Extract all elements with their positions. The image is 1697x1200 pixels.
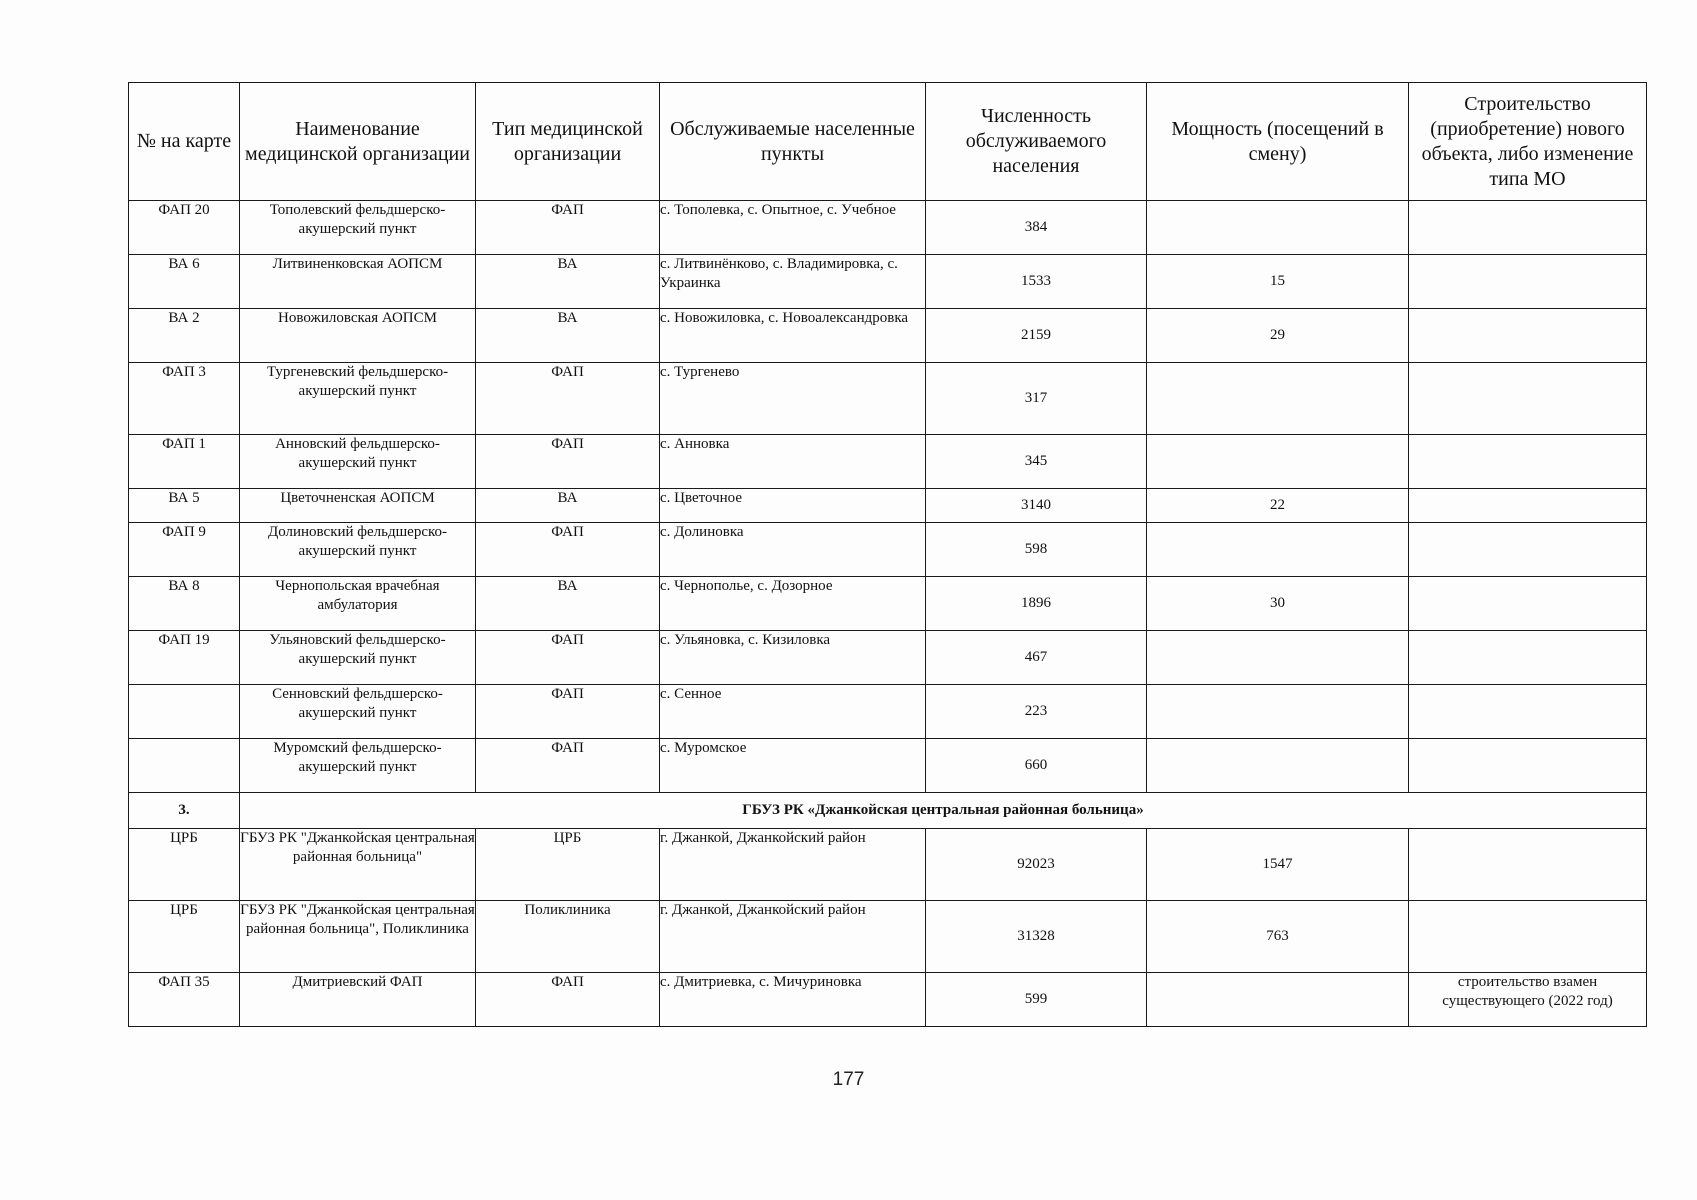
table-header-row (129, 83, 1647, 201)
cell-org-type: ЦРБ (476, 829, 660, 901)
cell-capacity (1147, 631, 1409, 685)
cell-org-type: ВА (476, 577, 660, 631)
cell-org-name: Дмитриевский ФАП (240, 973, 476, 1027)
cell-construction (1409, 489, 1647, 523)
cell-org-type: ФАП (476, 973, 660, 1027)
cell-settlements: с. Тургенево (660, 363, 926, 435)
table-row (129, 577, 1647, 631)
cell-org-type: ФАП (476, 363, 660, 435)
cell-capacity (1147, 435, 1409, 489)
cell-population: 223 (926, 685, 1147, 739)
table-row (129, 973, 1647, 1027)
cell-capacity (1147, 685, 1409, 739)
header-construction: Строительство (приобретение) нового объекта, либо изменение типа МО (1409, 83, 1647, 201)
cell-org-type: ВА (476, 309, 660, 363)
header-population: Численность обслуживаемого населения (926, 83, 1147, 201)
cell-capacity (1147, 739, 1409, 793)
table-body-crb (129, 829, 1647, 1027)
table-row (129, 201, 1647, 255)
cell-settlements: с. Анновка (660, 435, 926, 489)
medical-organizations-table (128, 82, 1647, 1027)
cell-population: 467 (926, 631, 1147, 685)
cell-org-type: ФАП (476, 435, 660, 489)
cell-capacity (1147, 973, 1409, 1027)
cell-org-name: Чернопольская врачебная амбулатория (240, 577, 476, 631)
table-row (129, 829, 1647, 901)
cell-population: 345 (926, 435, 1147, 489)
cell-settlements: с. Муромское (660, 739, 926, 793)
cell-population: 1896 (926, 577, 1147, 631)
cell-settlements: г. Джанкой, Джанкойский район (660, 901, 926, 973)
cell-population: 2159 (926, 309, 1147, 363)
header-map-no: № на карте (129, 83, 240, 201)
cell-construction (1409, 631, 1647, 685)
section-number: 3. (129, 793, 240, 829)
page-number: 177 (832, 1069, 865, 1090)
cell-map-no: ФАП 19 (129, 631, 240, 685)
cell-population: 3140 (926, 489, 1147, 523)
cell-construction (1409, 435, 1647, 489)
table-section (129, 793, 1647, 829)
cell-org-type: Поликлиника (476, 901, 660, 973)
cell-org-name: Новожиловская АОПСМ (240, 309, 476, 363)
cell-population: 92023 (926, 829, 1147, 901)
cell-org-name: Муромский фельдшерско-акушерский пункт (240, 739, 476, 793)
cell-settlements: с. Новожиловка, с. Новоалександровка (660, 309, 926, 363)
cell-settlements: с. Сенное (660, 685, 926, 739)
cell-capacity: 763 (1147, 901, 1409, 973)
section-row (129, 793, 1647, 829)
cell-org-name: Литвиненковская АОПСМ (240, 255, 476, 309)
table-row (129, 309, 1647, 363)
cell-capacity: 22 (1147, 489, 1409, 523)
cell-settlements: с. Тополевка, с. Опытное, с. Учебное (660, 201, 926, 255)
cell-org-name: Цветочненская АОПСМ (240, 489, 476, 523)
cell-map-no: ЦРБ (129, 829, 240, 901)
cell-map-no: ФАП 3 (129, 363, 240, 435)
cell-settlements: г. Джанкой, Джанкойский район (660, 829, 926, 901)
cell-map-no: ВА 5 (129, 489, 240, 523)
cell-org-type: ФАП (476, 739, 660, 793)
table-row (129, 631, 1647, 685)
cell-map-no (129, 685, 240, 739)
cell-map-no: ЦРБ (129, 901, 240, 973)
cell-org-type: ФАП (476, 523, 660, 577)
cell-org-type: ВА (476, 489, 660, 523)
cell-construction (1409, 363, 1647, 435)
cell-map-no: ВА 6 (129, 255, 240, 309)
cell-org-name: Анновский фельдшерско-акушерский пункт (240, 435, 476, 489)
cell-population: 660 (926, 739, 1147, 793)
header-capacity: Мощность (посещений в смену) (1147, 83, 1409, 201)
header-org-name: Наименование медицинской организации (240, 83, 476, 201)
cell-org-type: ФАП (476, 201, 660, 255)
cell-construction (1409, 829, 1647, 901)
cell-capacity: 1547 (1147, 829, 1409, 901)
cell-map-no: ФАП 9 (129, 523, 240, 577)
cell-org-name: ГБУЗ РК "Джанкойская центральная районная больница", Поликлиника (240, 901, 476, 973)
cell-population: 599 (926, 973, 1147, 1027)
cell-settlements: с. Литвинёнково, с. Владимировка, с. Украинка (660, 255, 926, 309)
cell-construction (1409, 255, 1647, 309)
table-row (129, 363, 1647, 435)
cell-org-name: Тургеневский фельдшерско-акушерский пункт (240, 363, 476, 435)
cell-org-type: ФАП (476, 631, 660, 685)
cell-capacity (1147, 201, 1409, 255)
cell-map-no: ФАП 20 (129, 201, 240, 255)
table-row (129, 489, 1647, 523)
cell-capacity: 29 (1147, 309, 1409, 363)
cell-capacity: 15 (1147, 255, 1409, 309)
cell-org-name: Сенновский фельдшерско-акушерский пункт (240, 685, 476, 739)
table-row (129, 901, 1647, 973)
cell-settlements: с. Долиновка (660, 523, 926, 577)
cell-map-no: ВА 2 (129, 309, 240, 363)
cell-population: 384 (926, 201, 1147, 255)
cell-settlements: с. Чернополье, с. Дозорное (660, 577, 926, 631)
table-row (129, 523, 1647, 577)
cell-org-name: Тополевский фельдшерско-акушерский пункт (240, 201, 476, 255)
cell-construction (1409, 577, 1647, 631)
cell-org-name: ГБУЗ РК "Джанкойская центральная районная больница" (240, 829, 476, 901)
cell-construction (1409, 309, 1647, 363)
header-org-type: Тип медицинской организации (476, 83, 660, 201)
cell-construction (1409, 201, 1647, 255)
cell-org-type: ФАП (476, 685, 660, 739)
cell-settlements: с. Ульяновка, с. Кизиловка (660, 631, 926, 685)
table-row (129, 435, 1647, 489)
table-row (129, 685, 1647, 739)
cell-map-no: ВА 8 (129, 577, 240, 631)
cell-population: 31328 (926, 901, 1147, 973)
cell-population: 598 (926, 523, 1147, 577)
cell-org-name: Ульяновский фельдшерско-акушерский пункт (240, 631, 476, 685)
table-row (129, 255, 1647, 309)
table-body-district (129, 201, 1647, 793)
cell-capacity: 30 (1147, 577, 1409, 631)
cell-map-no: ФАП 35 (129, 973, 240, 1027)
cell-map-no (129, 739, 240, 793)
section-title: ГБУЗ РК «Джанкойская центральная районная больница» (240, 793, 1647, 829)
cell-construction: строительство взамен существующего (2022 год) (1409, 973, 1647, 1027)
cell-population: 1533 (926, 255, 1147, 309)
table-row (129, 739, 1647, 793)
cell-capacity (1147, 363, 1409, 435)
cell-construction (1409, 685, 1647, 739)
cell-population: 317 (926, 363, 1147, 435)
cell-settlements: с. Дмитриевка, с. Мичуриновка (660, 973, 926, 1027)
cell-map-no: ФАП 1 (129, 435, 240, 489)
cell-construction (1409, 523, 1647, 577)
cell-org-type: ВА (476, 255, 660, 309)
cell-settlements: с. Цветочное (660, 489, 926, 523)
header-settlements: Обслуживаемые населенные пункты (660, 83, 926, 201)
cell-org-name: Долиновский фельдшерско-акушерский пункт (240, 523, 476, 577)
cell-construction (1409, 901, 1647, 973)
cell-capacity (1147, 523, 1409, 577)
cell-construction (1409, 739, 1647, 793)
